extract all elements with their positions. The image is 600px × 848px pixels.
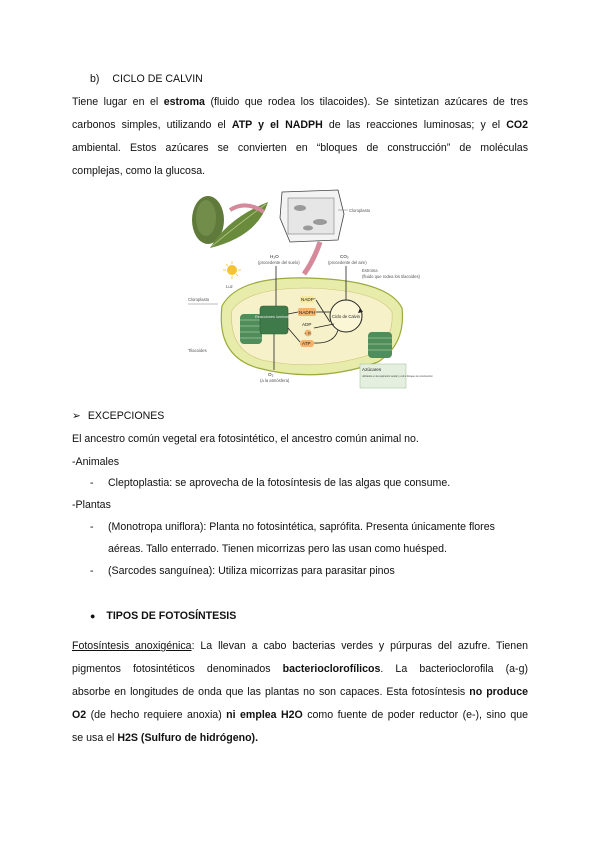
list-item-continuation: aéreas. Tallo enterrado. Tienen micorrizas pero las usan como huésped.: [108, 543, 447, 555]
chloroplast-diagram: [221, 266, 402, 375]
list-item: - (Sarcodes sanguínea): Utiliza micorrizas para parasitar pinos: [90, 565, 395, 577]
label-co2-sub: (procedente del aire): [328, 260, 367, 265]
label-thylakoids: Tilacoides: [188, 348, 207, 353]
label-sugar: Azúcares: [362, 367, 382, 372]
dash-bullet: -: [90, 565, 94, 577]
paragraph-line: complejas, como la glucosa.: [72, 165, 206, 177]
paragraph-line: absorbe en longitudes de onda que las plantas no son capaces. Esta fotosíntesis no produce: [72, 686, 528, 698]
thylakoid-stack-right: [368, 332, 392, 358]
calvin-cycle-figure: [188, 188, 433, 402]
label-o2-sub: (a la atmósfera): [260, 378, 290, 383]
dash-bullet: -: [90, 477, 94, 489]
paragraph-line: Tiene lugar en el estroma (fluido que rodea los tilacoides). Se sintetizan azúcares de tres: [72, 96, 528, 108]
list-marker: b): [90, 73, 100, 85]
dash-bullet: -: [90, 521, 94, 533]
sun-icon: [223, 261, 241, 279]
label-sugar-sub: utilizados en la respiración celular y como bloques de construcción: [362, 375, 433, 378]
circle-bullet-icon: ●: [90, 611, 96, 621]
label-chloroplast-left: Cloroplasto: [188, 297, 210, 302]
types-heading: ● TIPOS DE FOTOSÍNTESIS: [90, 610, 237, 622]
section-b-heading: [90, 73, 546, 85]
label-atp: ATP: [302, 341, 311, 346]
cell-illustration: [280, 190, 371, 242]
plants-label: -Plantas: [72, 499, 111, 511]
paragraph-line: carbonos simples, utilizando el ATP y el NADPH de las reacciones luminosas; y el CO2: [72, 119, 528, 131]
label-co2: CO₂: [340, 254, 349, 259]
paragraph-line: O2 (de hecho requiere anoxia) ni emplea H2O como fuente de poder reductor (e-), sino que: [72, 709, 528, 721]
label-light-reactions: Reacciones luminosas: [255, 315, 293, 319]
label-adp: ADP: [302, 322, 312, 327]
arrow-bullet-icon: ➢: [72, 410, 81, 422]
paragraph-line: El ancestro común vegetal era fotosintético, el ancestro común animal no.: [72, 433, 419, 445]
paragraph-line: Fotosíntesis anoxigénica: La llevan a cabo bacterias verdes y púrpuras del azufre. Tienen: [72, 640, 528, 652]
label-h2o-sub: (procedente del suelo): [258, 260, 300, 265]
leaf-illustration: [192, 196, 268, 248]
label-chloroplast-top: Cloroplasto: [349, 208, 371, 213]
arrow-cell-to-chloroplast: [304, 242, 320, 274]
heading-text: CICLO DE CALVIN: [112, 73, 203, 85]
label-nadp: NADP⁺: [301, 297, 317, 302]
animals-label: -Animales: [72, 456, 120, 468]
label-stroma-sub: (fluido que rodea los tilacoides): [362, 274, 420, 279]
label-stroma: Estroma: [362, 268, 378, 273]
label-h2o: H₂O: [270, 254, 279, 259]
label-nadph: NADPH: [299, 310, 316, 315]
exceptions-heading: ➢ EXCEPCIONES: [72, 410, 165, 422]
list-item: - (Monotropa uniflora): Planta no fotosintética, saprófita. Presenta únicamente flores: [90, 521, 495, 533]
list-item: - Cleptoplastia: se aprovecha de la fotosíntesis de las algas que consume.: [90, 477, 451, 489]
paragraph-line: se usa el H2S (Sulfuro de hidrógeno).: [72, 732, 259, 744]
paragraph-line: ambiental. Estos azúcares se convierten en “bloques de construcción” de moléculas: [72, 142, 528, 154]
label-light: Luz: [226, 284, 233, 289]
label-pi: + Pi: [304, 331, 312, 336]
paragraph-line: pigmentos fotosintéticos denominados bacterioclorofílicos. La bacterioclorofila (a-g): [72, 663, 528, 675]
label-o2: O₂: [268, 372, 274, 377]
label-calvin-cycle: Ciclo de Calvin: [332, 314, 360, 319]
